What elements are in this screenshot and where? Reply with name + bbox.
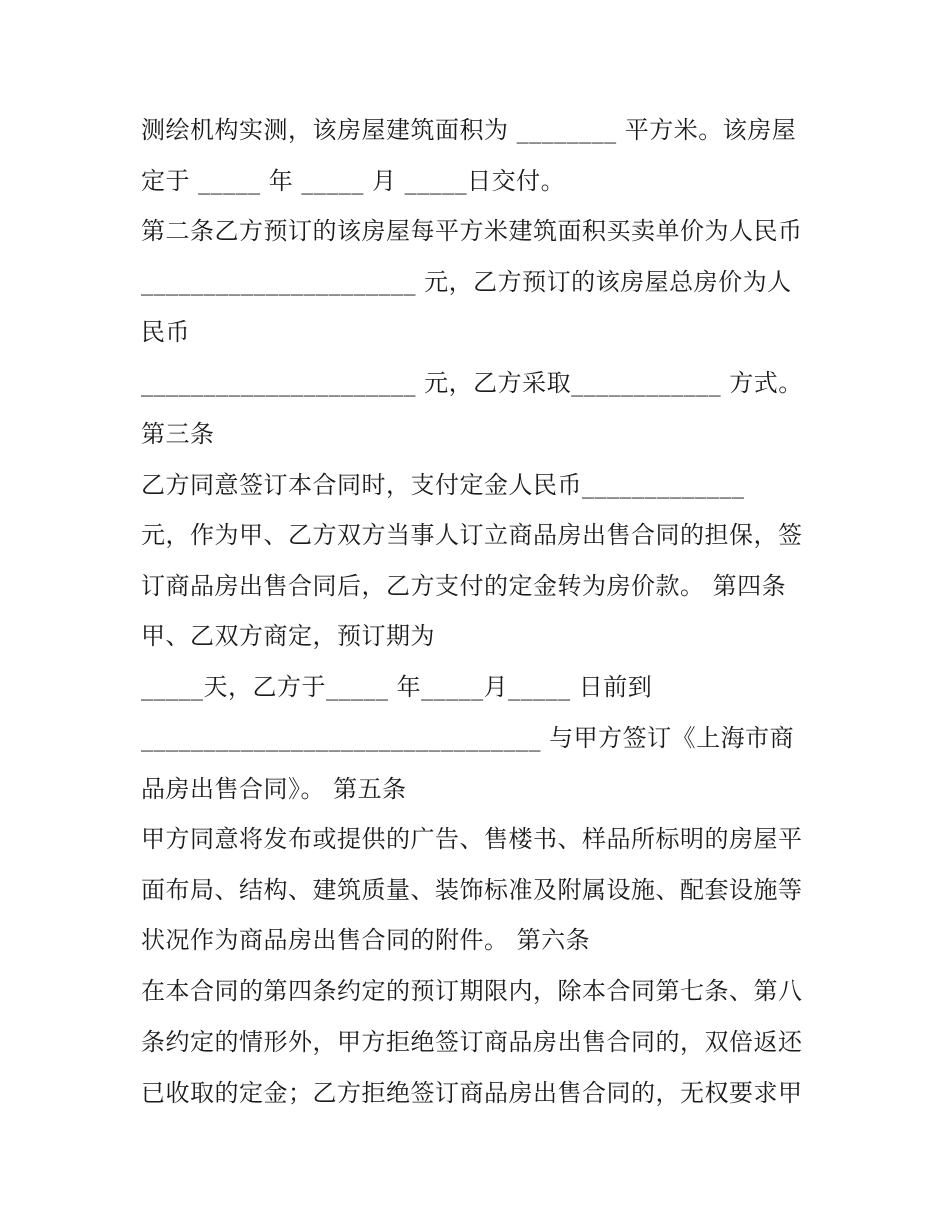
text-line: 定于 _____ 年 _____ 月 _____日交付。 <box>141 167 566 195</box>
text-line: 面布局、结构、建筑质量、装饰标准及附属设施、配套设施等 <box>141 876 803 904</box>
text-line: 品房出售合同》。 第五条 <box>141 775 407 803</box>
text-line: 民币 <box>141 318 190 346</box>
text-line: 状况作为商品房出售合同的附件。 第六条 <box>141 926 591 954</box>
text-line: 测绘机构实测，该房屋建筑面积为 ________ 平方米。该房屋 <box>141 116 797 144</box>
text-line: ________________________________ 与甲方签订《上海市商 <box>141 724 795 752</box>
text-line: 甲、乙双方商定，预订期为 <box>141 622 435 650</box>
text-line: 在本合同的第四条约定的预订期限内，除本合同第七条、第八 <box>141 977 803 1005</box>
text-line: ______________________ 元，乙方预订的该房屋总房价为人 <box>141 268 792 296</box>
text-line: _____天，乙方于_____ 年_____月_____ 日前到 <box>141 673 653 701</box>
text-line: 第三条 <box>141 420 215 448</box>
text-line: 甲方同意将发布或提供的广告、售楼书、样品所标明的房屋平 <box>141 825 803 853</box>
text-line: 乙方同意签订本合同时，支付定金人民币_____________ <box>141 471 745 499</box>
text-line: 订商品房出售合同后，乙方支付的定金转为房价款。 第四条 <box>141 572 787 600</box>
text-line: 已收取的定金；乙方拒绝签订商品房出售合同的，无权要求甲 <box>141 1079 803 1107</box>
text-line: ______________________ 元，乙方采取____________ 方式。 <box>141 369 803 397</box>
text-line: 元，作为甲、乙方双方当事人订立商品房出售合同的担保，签 <box>141 521 803 549</box>
text-line: 条约定的情形外，甲方拒绝签订商品房出售合同的，双倍返还 <box>141 1028 803 1056</box>
text-line: 第二条乙方预订的该房屋每平方米建筑面积买卖单价为人民币 <box>141 217 803 245</box>
